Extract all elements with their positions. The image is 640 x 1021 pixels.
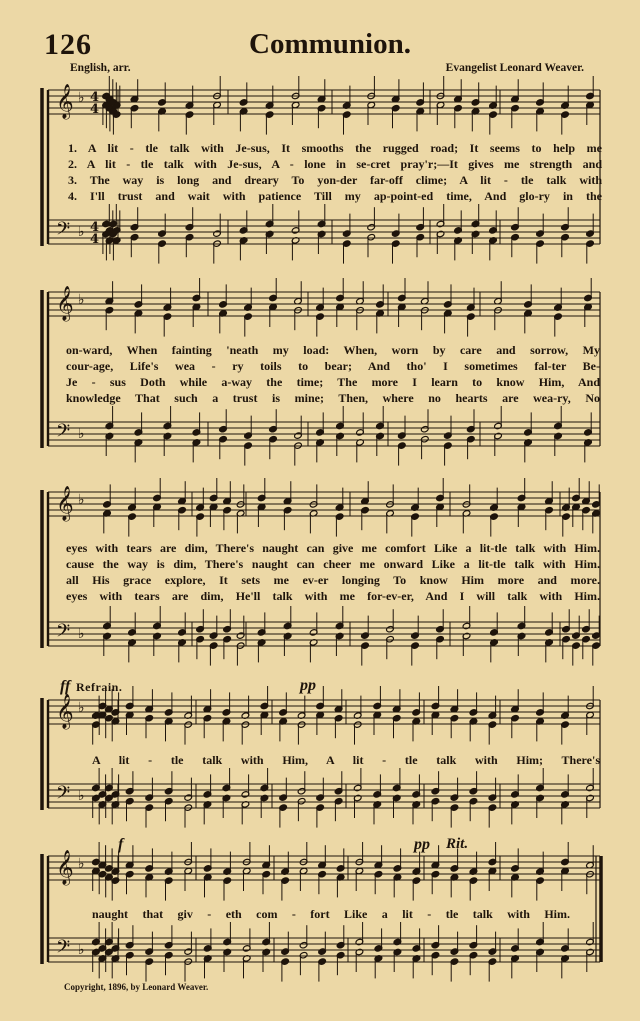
time-signature: 4 xyxy=(90,90,100,105)
treble-clef: 𝄞 xyxy=(56,84,74,119)
bass-clef: 𝄢 xyxy=(56,421,71,446)
hymn-number: 126 xyxy=(44,28,92,61)
flat-key-signature: ♭ xyxy=(78,856,85,872)
flat-key-signature: ♭ xyxy=(78,942,85,958)
bass-clef: 𝄢 xyxy=(56,783,71,808)
copyright-notice: Copyright, 1896, by Leonard Weaver. xyxy=(64,982,209,992)
author-credit: Evangelist Leonard Weaver. xyxy=(445,62,584,74)
time-signature: 4 xyxy=(90,220,100,235)
verse-2-line-1: 2. A lit - tle talk with Je-sus, A - lone in se-cret pray'r;—It gives me strength and xyxy=(68,157,602,171)
verse-3-line-2: Je - sus Doth while a-way the time; The more I learn to know Him, And xyxy=(66,375,600,389)
bass-clef: 𝄢 xyxy=(56,621,71,646)
dynamic-f: f xyxy=(118,836,124,853)
ritardando-mark: Rit. xyxy=(446,836,469,852)
hymn-title: Communion. xyxy=(249,28,411,60)
arranger-credit: English, arr. xyxy=(70,62,131,74)
flat-key-signature: ♭ xyxy=(78,700,85,716)
treble-clef: 𝄞 xyxy=(56,694,74,729)
refrain-lyric-line-2: naught that giv - eth com - fort Like a lit - tle talk with Him. xyxy=(92,907,570,921)
treble-clef: 𝄞 xyxy=(56,850,74,885)
verse-4-line-2: knowledge That such a trust is mine; Then, where no hearts are wea-ry, No xyxy=(66,391,600,405)
flat-key-signature: ♭ xyxy=(78,426,85,442)
bass-clef: 𝄢 xyxy=(56,219,71,244)
dynamic-pp: pp xyxy=(300,677,316,694)
verse-1-line-3: eyes with tears are dim, There's naught can give me comfort Like a lit-tle talk with Him. xyxy=(66,541,600,555)
verse-2-line-3: cause the way is dim, There's naught can cheer me onward Like a lit-tle talk with Him. xyxy=(66,557,600,571)
verse-2-line-2: cour-age, Life's wea - ry toils to bear; And tho' I sometimes fal-ter Be- xyxy=(66,359,600,373)
verse-3-line-3: all His grace explore, It sets me ev-er longing To know Him more and more. xyxy=(66,573,600,587)
verse-4-line-3: eyes with tears are dim, He'll talk with me for-ev-er, And I will talk with Him. xyxy=(66,589,600,603)
treble-clef: 𝄞 xyxy=(56,486,74,521)
flat-key-signature: ♭ xyxy=(78,788,85,804)
refrain-label: Refrain. xyxy=(76,680,123,694)
refrain-lyric-line-1: A lit - tle talk with Him, A lit - tle talk with Him; There's xyxy=(92,753,600,767)
time-signature: 4 xyxy=(90,232,100,247)
bass-clef: 𝄢 xyxy=(56,937,71,962)
flat-key-signature: ♭ xyxy=(78,492,85,508)
time-signature: 4 xyxy=(90,102,100,117)
flat-key-signature: ♭ xyxy=(78,626,85,642)
verse-1-line-2: on-ward, When fainting 'neath my load: When, worn by care and sorrow, My xyxy=(66,343,600,357)
flat-key-signature: ♭ xyxy=(78,292,85,308)
verse-4-line-1: 4. I'll trust and wait with patience Till my ap-point-ed time, And glo-ry in the xyxy=(68,189,602,203)
flat-key-signature: ♭ xyxy=(78,90,85,106)
verse-1-line-1: 1. A lit - tle talk with Je-sus, It smooths the rugged road; It seems to help me xyxy=(68,141,602,155)
dynamic-pp-end: pp xyxy=(414,836,430,853)
treble-clef: 𝄞 xyxy=(56,286,74,321)
verse-3-line-1: 3. The way is long and dreary To yon-der far-off clime; A lit - tle talk with xyxy=(68,173,602,187)
dynamic-ff: ff xyxy=(60,678,71,695)
flat-key-signature: ♭ xyxy=(78,224,85,240)
